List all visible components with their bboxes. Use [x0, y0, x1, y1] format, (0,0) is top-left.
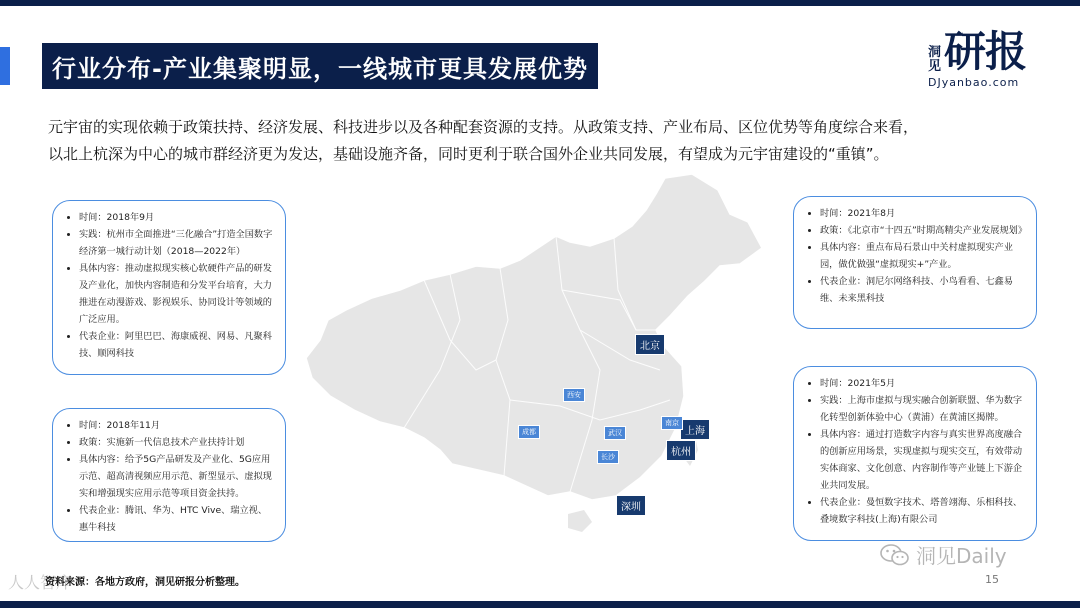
card-beijing-policy: • 政策：《北京市“十四五”时期高精尖产业发展规划》 — [820, 222, 1026, 239]
card-hangzhou — [52, 200, 286, 375]
wechat-watermark — [880, 540, 1007, 569]
title-banner — [42, 43, 598, 89]
card-shanghai-companies: • 代表企业：曼恒数字技术、塔普翊海、乐相科技、叠境数字科技(上海)有限公司 — [820, 494, 1026, 528]
watermark-left: 人人智库 — [8, 573, 73, 592]
card-shenzhen-content: • 具体内容：给予5G产品研发及产业化、5G应用示范、超高清视频应用示范、新型显示、虚拟现实和增强现实应用示范等项目资金扶持。 — [79, 451, 275, 502]
city-label-chengdu: 成都 — [518, 425, 540, 439]
logo-wordmark: 研报 — [944, 27, 1027, 76]
card-shanghai-time: • 时间：2021年5月 — [820, 375, 1026, 392]
card-shenzhen-companies: • 代表企业：腾讯、华为、HTC Vive、瑞立视、惠牛科技 — [79, 502, 275, 536]
title-accent-bar — [0, 47, 10, 85]
card-shenzhen-time: • 时间：2018年11月 — [79, 417, 275, 434]
logo-char-top: 洞 — [928, 45, 942, 60]
logo-char-bottom: 见 — [928, 59, 942, 74]
wechat-label: 洞见Daily — [916, 544, 1007, 568]
card-shenzhen-policy: • 政策：实施新一代信息技术产业扶持计划 — [79, 434, 275, 451]
hainan-island — [568, 510, 592, 532]
card-shenzhen — [52, 408, 286, 542]
wechat-icon — [880, 543, 910, 567]
card-hangzhou-time: • 时间：2018年9月 — [79, 209, 275, 226]
china-map — [300, 170, 770, 555]
card-hangzhou-companies: • 代表企业：阿里巴巴、海康威视、网易、凡聚科技、顺网科技 — [79, 328, 275, 362]
page-title: 行业分布-产业集聚明显，一线城市更具发展优势 — [52, 54, 588, 83]
city-label-wuhan: 武汉 — [604, 426, 626, 440]
city-label-hangzhou: 杭州 — [666, 440, 696, 461]
card-shanghai — [793, 366, 1037, 541]
intro-line-2: 以北上杭深为中心的城市群经济更为发达，基础设施齐备，同时更利于联合国外企业共同发展，有望成为元宇宙建设的“重镇”。 — [48, 145, 889, 163]
intro-line-1: 元宇宙的实现依赖于政策扶持、经济发展、科技进步以及各种配套资源的支持。从政策支持、产业布局、区位优势等角度综合来看， — [48, 118, 919, 136]
city-label-changsha: 长沙 — [597, 450, 619, 464]
city-label-shanghai: 上海 — [680, 419, 710, 440]
card-hangzhou-practice: • 实践：杭州市全面推进“三化融合”打造全国数字经济第一城行动计划（2018—2022年） — [79, 226, 275, 260]
source-note: 资料来源：各地方政府，洞见研报分析整理。 — [45, 577, 245, 588]
city-label-nanjing: 南京 — [661, 416, 683, 430]
brand-logo — [928, 27, 1053, 89]
city-label-xian: 西安 — [563, 388, 585, 402]
card-beijing — [793, 196, 1037, 329]
card-beijing-companies: • 代表企业：洞尼尔网络科技、小鸟看看、七鑫易维、未来黑科技 — [820, 273, 1026, 307]
city-label-beijing: 北京 — [635, 334, 665, 355]
card-beijing-time: • 时间：2021年8月 — [820, 205, 1026, 222]
city-label-shenzhen: 深圳 — [616, 495, 646, 516]
card-shanghai-practice: • 实践：上海市虚拟与现实融合创新联盟、华为数字化转型创新体验中心（黄浦）在黄浦区揭牌。 — [820, 392, 1026, 426]
card-beijing-content: • 具体内容：重点布局石景山中关村虚拟现实产业园，做优做强“虚拟现实+”产业。 — [820, 239, 1026, 273]
intro-paragraph — [48, 114, 1038, 168]
logo-domain: DJyanbao.com — [928, 76, 1020, 89]
page-number: 15 — [985, 573, 999, 586]
card-hangzhou-content: • 具体内容：推动虚拟现实核心软硬件产品的研发及产业化，加快内容制造和分发平台培育，大力推进在动漫游戏、影视娱乐、协同设计等领域的广泛应用。 — [79, 260, 275, 328]
top-bar — [0, 0, 1080, 6]
bottom-bar — [0, 601, 1080, 608]
card-shanghai-content: • 具体内容：通过打造数字内容与真实世界高度融合的创新应用场景，实现虚拟与现实交互，有效带动实体商家、文化创意、内容制作等产业链上下游企业共同发展。 — [820, 426, 1026, 494]
